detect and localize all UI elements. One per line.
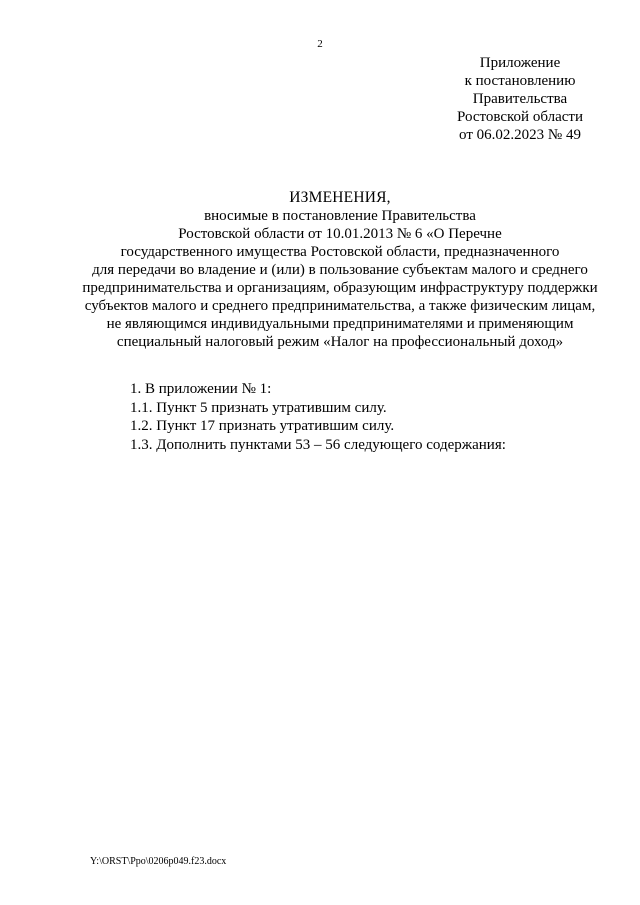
changes-list	[130, 380, 610, 454]
footer-file-path: Y:\ORST\Ppo\0206p049.f23.docx	[90, 856, 227, 867]
title-line: субъектов малого и среднего предпринимательства, а также физическим лицам,	[84, 298, 596, 314]
appendix-date-number: от 06.02.2023 № 49	[459, 127, 581, 143]
title-line: не являющимся индивидуальными предпринимателями и применяющим	[106, 316, 574, 332]
list-item: 1.2. Пункт 17 признать утратившим силу.	[130, 418, 395, 434]
appendix-header	[440, 54, 600, 144]
appendix-line: Правительства	[472, 91, 568, 107]
appendix-line: Приложение	[479, 55, 561, 71]
title-line: предпринимательства и организациям, образующим инфраструктуру поддержки	[82, 280, 598, 296]
appendix-line: Ростовской области	[457, 109, 583, 125]
title-line: вносимые в постановление Правительства	[204, 208, 476, 224]
title-line: Ростовской области от 10.01.2013 № 6 «О Перечне	[178, 226, 502, 242]
page-number: 2	[317, 38, 323, 50]
title-line: специальный налоговый режим «Налог на профессиональный доход»	[116, 334, 564, 350]
list-item: 1.3. Дополнить пунктами 53 – 56 следующего содержания:	[130, 436, 506, 453]
list-item: 1. В приложении № 1:	[130, 381, 272, 397]
title-line: для передачи во владение и (или) в пользование субъектам малого и среднего	[92, 262, 588, 278]
appendix-line: к постановлению	[464, 73, 576, 89]
document-title	[60, 189, 620, 351]
list-item: 1.1. Пункт 5 признать утратившим силу.	[130, 399, 387, 416]
title-heading: ИЗМЕНЕНИЯ,	[289, 189, 391, 206]
title-line: государственного имущества Ростовской области, предназначенного	[120, 244, 560, 260]
